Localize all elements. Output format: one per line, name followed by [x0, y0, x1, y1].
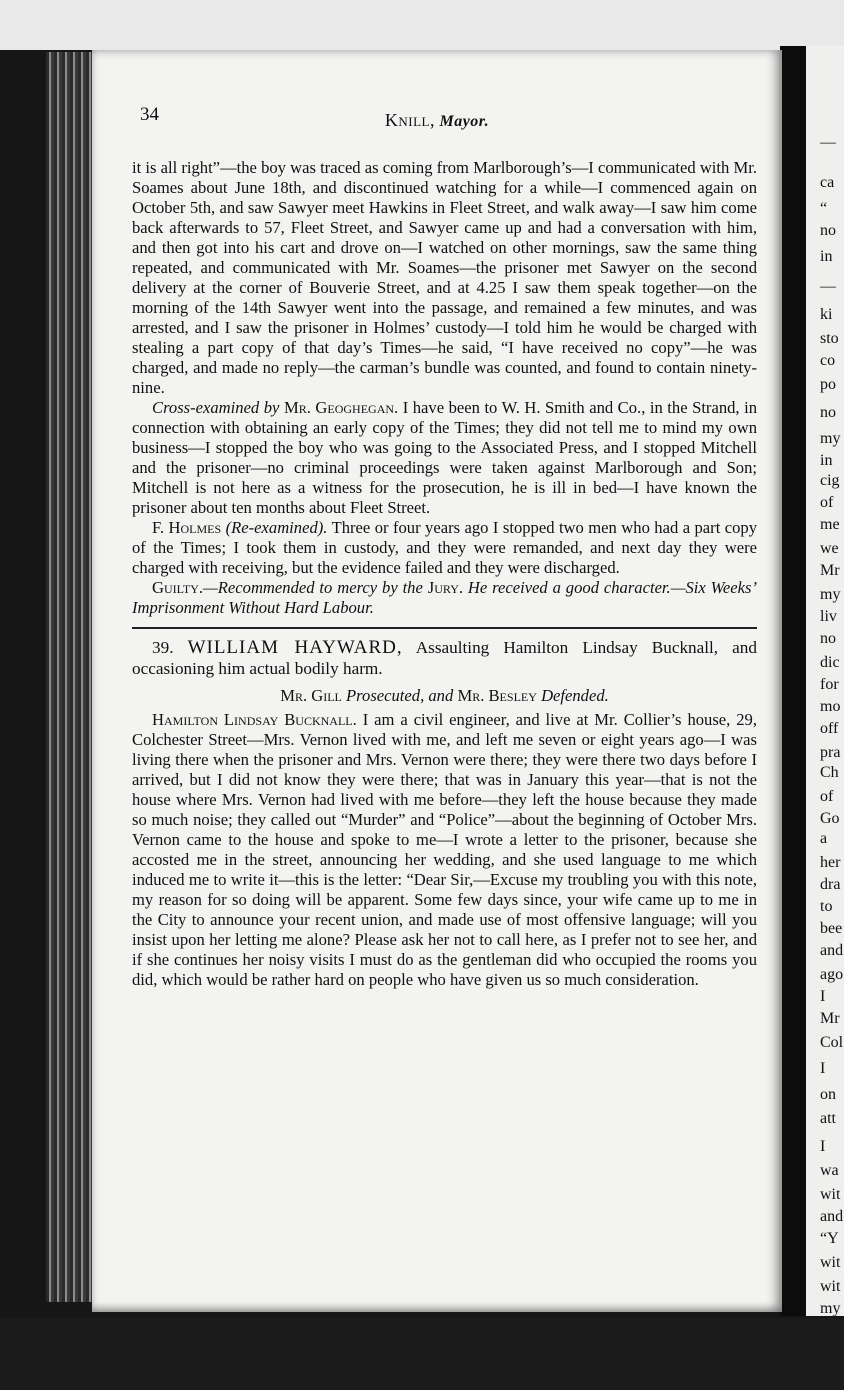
- facing-page-line-fragment: Mr: [820, 1010, 840, 1027]
- counsel-name: Mr. Geoghegan.: [283, 398, 399, 417]
- verdict-mercy: —Recommended to mercy by the: [203, 578, 423, 597]
- facing-page-line-fragment: and: [820, 942, 844, 959]
- facing-page-line-fragment: liv: [820, 608, 837, 625]
- facing-page-line-fragment: cig: [820, 472, 840, 489]
- page-number: 34: [140, 104, 159, 125]
- facing-page-line-fragment: wit: [820, 1254, 841, 1271]
- witness-name: F. Holmes: [152, 518, 222, 537]
- facing-page-line-fragment: my: [820, 586, 841, 603]
- cross-examination-paragraph: [132, 398, 757, 518]
- facing-page-line-fragment: no: [820, 630, 836, 647]
- scan-backdrop-bottom: [0, 1318, 844, 1390]
- witness-name-bucknall: Hamilton Lindsay Bucknall.: [152, 710, 357, 729]
- cross-examined-label: Cross-examined by: [152, 398, 280, 417]
- facing-page-line-fragment: I: [820, 1060, 826, 1077]
- re-examined-label: (Re-examined).: [225, 518, 328, 537]
- facing-page-line-fragment: off: [820, 720, 839, 737]
- facing-page-fragment: [806, 46, 844, 1316]
- verdict-guilty: Guilty.: [152, 578, 204, 597]
- facing-page-line-fragment: att: [820, 1110, 836, 1127]
- facing-page-line-fragment: my: [820, 430, 841, 447]
- facing-page-line-fragment: no: [820, 222, 836, 239]
- book-page: [92, 50, 782, 1312]
- defended-label: Defended.: [541, 686, 609, 705]
- facing-page-line-fragment: pra: [820, 744, 841, 761]
- re-examination-paragraph: [132, 518, 757, 578]
- case-charge: Assaulting Hamilton Lindsay Bucknall, and occasioning him actual bodily harm.: [132, 638, 757, 678]
- facing-page-line-fragment: mo: [820, 698, 841, 715]
- facing-page-line-fragment: Col: [820, 1034, 844, 1051]
- facing-page-line-fragment: sto: [820, 330, 839, 347]
- facing-page-line-fragment: no: [820, 404, 836, 421]
- prosecuted-label: Prosecuted, and: [346, 686, 454, 705]
- page-text: [132, 158, 757, 990]
- facing-page-line-fragment: Mr: [820, 562, 840, 579]
- facing-page-line-fragment: ki: [820, 306, 833, 323]
- facing-page-line-fragment: on: [820, 1086, 836, 1103]
- re-examination-text: Three or four years ago I stopped two men who had a part copy of the Times; I took them in custody, and they were remanded, and next day they were charged with receiving, but the evidence failed and they were discharged.: [132, 518, 758, 577]
- cross-examination-text: I have been to W. H. Smith and Co., in the Strand, in connection with obtaining an early copy of the Times; they did not tell me to mind my own business—I stopped the boy who was going to the Associated Press, and I stopped Mitchell and the prisoner—no criminal proceedings were taken against Marlborough and Son; Mitchell is not here as a witness for the prosecution, he is ill in bed—I have known the prisoner about ten months about Fleet Street.: [132, 398, 757, 517]
- facing-page-line-fragment: po: [820, 376, 836, 393]
- scan-backdrop-top: [0, 0, 844, 50]
- facing-page-line-fragment: bee: [820, 920, 843, 937]
- verdict-sentence: He received a good character.—Six Weeks’ Imprisonment Without Hard Labour.: [132, 578, 757, 617]
- facing-page-line-fragment: dra: [820, 876, 841, 893]
- facing-page-line-fragment: in: [820, 248, 833, 265]
- case-number: 39.: [152, 638, 174, 657]
- facing-page-line-fragment: ago: [820, 966, 844, 983]
- facing-page-line-fragment: “: [820, 200, 828, 217]
- facing-page-line-fragment: Ch: [820, 764, 839, 781]
- facing-page-line-fragment: my: [820, 1300, 841, 1317]
- facing-page-line-fragment: “Y: [820, 1230, 839, 1247]
- facing-page-line-fragment: —: [820, 278, 836, 295]
- bucknall-testimony-text: I am a civil engineer, and live at Mr. Collier’s house, 29, Colchester Street—Mrs. Vernon lived with me, and left me seven or eight years ago—I was living there when the prisoner and Mrs. Vernon were there; they were there two days before I arrived, but I did not know they were there; that was in January this year—that is not the house where Mrs. Vernon had lived with me before—they left the house because they made so much noise; they called out “Murder” and “Police”—about the beginning of October Mrs. Vernon came to the house and spoke to me—I wrote a letter to the prisoner, because she accosted me in the street, announcing her wedding, and she used language to me which induced me to write it—this is the letter: “Dear Sir,—Excuse my troubling you with this note, my reason for so doing will be apparent. Some few days since, your wife came up to me in the City to announce your recent union, and made use of most offensive language; will you insist upon her letting me alone? Please ask her not to call here, as I prefer not to see her, and if she continues her noisy visits I must do as the gentleman did who occupied the rooms you did, which would be rather hard on people who have given us so much consideration.: [132, 710, 757, 989]
- facing-page-line-fragment: co: [820, 352, 836, 369]
- verdict-jury: Jury.: [427, 578, 464, 597]
- facing-page-line-fragment: to: [820, 898, 833, 915]
- facing-page-line-fragment: we: [820, 540, 839, 557]
- counsel-line: [132, 686, 757, 706]
- prosecution-counsel: Mr. Gill: [280, 686, 342, 705]
- book-page-edges: [46, 52, 94, 1302]
- facing-page-line-fragment: of: [820, 494, 834, 511]
- defence-counsel: Mr. Besley: [457, 686, 537, 705]
- facing-page-line-fragment: me: [820, 516, 840, 533]
- facing-page-line-fragment: for: [820, 676, 839, 693]
- case-divider: [132, 627, 757, 629]
- facing-page-line-fragment: wa: [820, 1162, 839, 1179]
- facing-page-line-fragment: I: [820, 1138, 826, 1155]
- running-head-name: Knill,: [384, 110, 435, 130]
- facing-page-line-fragment: in: [820, 452, 833, 469]
- book-gutter: [780, 46, 808, 1316]
- facing-page-line-fragment: ca: [820, 174, 835, 191]
- facing-page-line-fragment: I: [820, 988, 826, 1005]
- witness-testimony-paragraph: [132, 710, 757, 990]
- testimony-paragraph: it is all right”—the boy was traced as coming from Marlborough’s—I communicated with Mr. Soames about June 18th, and discontinued watching for a while—I commenced again on October 5th, and saw Sawyer meet Hawkins in Fleet Street, and walk away—I saw him come back afterwards to 57, Fleet Street, and Sawyer came up and had a conversation with him, and then got into his cart and drove on—I watched on other mornings, saw the same thing repeated, and communicated with Mr. Soames—the prisoner met Sawyer on the second delivery at the corner of Bouverie Street, and at 4.25 I saw them speak together—on the morning of the 14th Sawyer went into the passage, and remained a few minutes, and was arrested, and I saw the prisoner in Holmes’ custody—I told him he would be charged with stealing a part copy of that day’s Times—he said, “I have received no copy”—he was charged, and made no reply—the carman’s bundle was counted, and found to contain ninety-nine.: [132, 158, 757, 397]
- defendant-name: WILLIAM HAYWARD,: [187, 637, 403, 658]
- facing-page-line-fragment: wit: [820, 1278, 841, 1295]
- facing-page-line-fragment: Go: [820, 810, 840, 827]
- facing-page-line-fragment: wit: [820, 1186, 841, 1203]
- facing-page-line-fragment: a: [820, 830, 828, 847]
- facing-page-line-fragment: of: [820, 788, 834, 805]
- facing-page-line-fragment: her: [820, 854, 841, 871]
- running-head-title: Mayor.: [439, 113, 490, 130]
- running-head: [92, 110, 782, 131]
- facing-page-line-fragment: dic: [820, 654, 840, 671]
- facing-page-line-fragment: and: [820, 1208, 844, 1225]
- facing-page-line-fragment: —: [820, 134, 836, 151]
- case-heading: [132, 637, 757, 679]
- verdict-paragraph: [132, 578, 757, 618]
